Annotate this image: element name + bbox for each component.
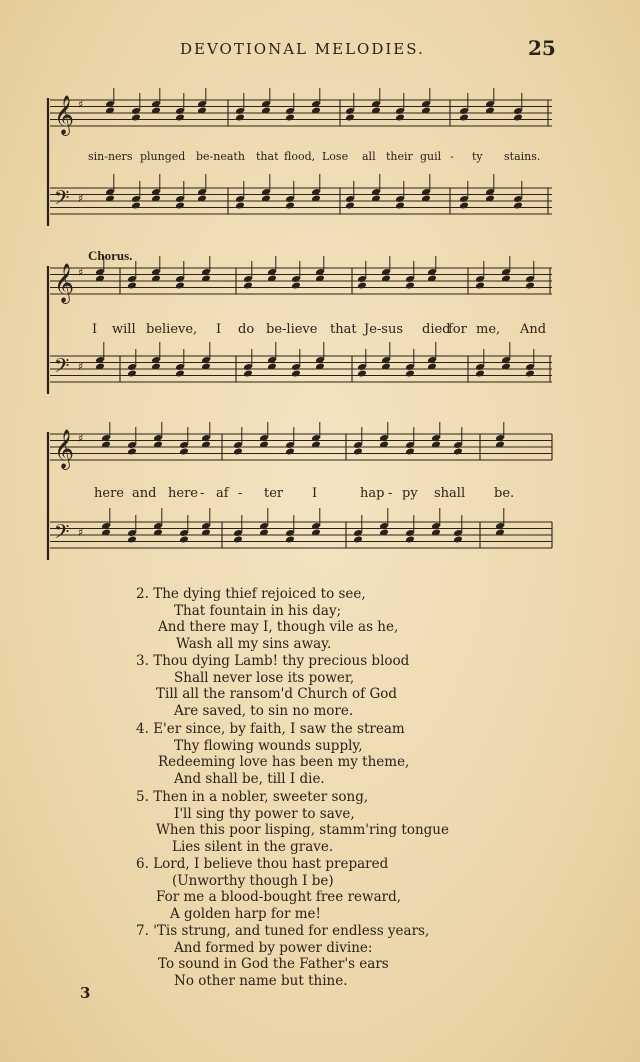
staff-graphic-1 (40, 88, 560, 248)
note-head (285, 113, 295, 121)
chorus-label: Chorus. (88, 248, 133, 263)
note-head (475, 281, 485, 289)
verse-line-text: The dying thief rejoiced to see, (153, 586, 366, 602)
note-head (345, 201, 355, 209)
running-title: DEVOTIONAL MELODIES. (180, 40, 425, 58)
note-head (233, 535, 243, 543)
verse-line: Lies silent in the grave. (172, 838, 334, 855)
verse-number: 6. (136, 856, 149, 872)
note-head (475, 369, 485, 377)
lyric-line-2 (40, 322, 560, 340)
note-head (353, 535, 363, 543)
lyric-syllable: - (238, 486, 243, 501)
sharp-icon: ♯ (78, 98, 84, 111)
music-system-1 (40, 88, 560, 248)
lyric-syllable: here (94, 486, 124, 501)
verse-4 (136, 721, 409, 787)
note-head (285, 201, 295, 209)
verse-line-text: 'Tis strung, and tuned for endless years, (153, 923, 430, 939)
sharp-icon: ♯ (78, 526, 84, 539)
treble-clef-icon: 𝄞 (54, 95, 75, 135)
lyric-line-1 (40, 150, 560, 168)
sharp-icon: ♯ (78, 432, 84, 445)
lyric-syllable: ter (264, 486, 284, 501)
note-head (395, 201, 405, 209)
lyric-syllable: ty (472, 150, 483, 163)
lyric-syllable: and (132, 486, 157, 501)
verse-6 (136, 856, 401, 922)
verse-2 (136, 586, 398, 652)
lyric-syllable: died (422, 322, 451, 337)
note-head (405, 369, 415, 377)
note-head (513, 201, 523, 209)
verse-line: And shall be, till I die. (174, 770, 325, 787)
sharp-icon: ♯ (78, 192, 84, 205)
lyric-syllable: will (112, 322, 136, 337)
page-number: 25 (528, 36, 556, 60)
note-head (131, 201, 141, 209)
bass-clef-icon: 𝄢 (54, 520, 70, 548)
note-head (175, 201, 185, 209)
verse-line-text: Then in a nobler, sweeter song, (153, 789, 369, 805)
sharp-icon: ♯ (78, 266, 84, 279)
treble-clef-icon: 𝄞 (54, 429, 75, 469)
note-head (453, 535, 463, 543)
lyric-syllable: py (402, 486, 418, 501)
lyric-syllable: - (200, 486, 205, 501)
lyric-syllable: Je-sus (364, 322, 404, 337)
verse-line (136, 923, 429, 940)
note-head (513, 113, 523, 121)
note-head (459, 113, 469, 121)
lyric-syllable: stains. (504, 150, 541, 163)
note-head (127, 535, 137, 543)
treble-clef-icon: 𝄞 (54, 263, 75, 303)
lyric-syllable: I (92, 322, 98, 337)
lyric-syllable: here (168, 486, 198, 501)
verse-5 (136, 789, 449, 855)
verse-line: Wash all my sins away. (176, 635, 332, 652)
lyric-syllable: guil (420, 150, 442, 163)
note-head (453, 447, 463, 455)
verse-line-text: Lord, I believe thou hast prepared (153, 856, 389, 872)
lyric-syllable: I (312, 486, 318, 501)
verse-3 (136, 653, 409, 719)
verse-number: 4. (136, 721, 149, 737)
verse-line: (Unworthy though I be) (172, 872, 334, 889)
lyric-syllable: that (256, 150, 279, 163)
note-head (353, 447, 363, 455)
verse-line: For me a blood-bought free reward, (156, 889, 402, 905)
verse-line-text: Thou dying Lamb! thy precious blood (153, 653, 410, 669)
note-head (345, 113, 355, 121)
note-head (405, 535, 415, 543)
verse-line (136, 856, 401, 873)
verse-line (136, 653, 409, 670)
note-head (243, 369, 253, 377)
lyric-syllable: all (362, 150, 376, 163)
note-head (405, 447, 415, 455)
verse-line: Shall never lose its power, (174, 669, 355, 686)
note-head (459, 201, 469, 209)
verse-number: 2. (136, 586, 149, 602)
note-head (233, 447, 243, 455)
verse-line: Thy flowing wounds supply, (174, 737, 363, 754)
lyric-syllable: for (448, 322, 467, 337)
lyric-syllable: - (388, 486, 393, 501)
note-head (525, 281, 535, 289)
verse-line (136, 721, 409, 738)
lyric-syllable: I (216, 322, 222, 337)
lyric-syllable: plunged (140, 150, 186, 163)
lyric-syllable: that (330, 322, 357, 337)
note-head (131, 113, 141, 121)
lyric-syllable: - (450, 150, 454, 163)
lyric-syllable: sin-ners (88, 150, 133, 163)
verse-number: 5. (136, 789, 149, 805)
verse-7 (136, 923, 429, 989)
bass-clef-icon: 𝄢 (54, 354, 70, 382)
verse-line: That fountain in his day; (174, 602, 342, 619)
note-head (243, 281, 253, 289)
lyric-syllable: af (216, 486, 229, 501)
lyric-syllable: be. (494, 486, 515, 501)
lyric-syllable: do (238, 322, 255, 337)
signature-mark: 3 (80, 984, 91, 1002)
note-head (291, 369, 301, 377)
lyric-syllable: And (520, 322, 547, 337)
verse-line: When this poor lisping, stamm'ring tongue (156, 822, 449, 838)
verse-line (136, 789, 449, 806)
note-head (127, 281, 137, 289)
music-system-2 (40, 256, 560, 416)
note-head (405, 281, 415, 289)
lyric-syllable: flood, (284, 150, 316, 163)
lyric-syllable: hap (360, 486, 385, 501)
lyric-syllable: believe, (146, 322, 198, 337)
verse-line: A golden harp for me! (170, 905, 321, 922)
note-head (357, 281, 367, 289)
note-head (357, 369, 367, 377)
verse-line: And there may I, though vile as he, (158, 619, 399, 635)
lyric-syllable: me, (476, 322, 501, 337)
note-head (179, 447, 189, 455)
verse-line: Till all the ransom'd Church of God (156, 686, 398, 702)
verse-line: Redeeming love has been my theme, (158, 754, 410, 770)
lyric-line-3 (40, 486, 560, 504)
verse-line: And formed by power divine: (174, 939, 373, 956)
note-head (175, 113, 185, 121)
note-head (127, 369, 137, 377)
verse-line: To sound in God the Father's ears (158, 956, 389, 972)
verse-line: Are saved, to sin no more. (174, 702, 354, 719)
sharp-icon: ♯ (78, 360, 84, 373)
note-head (235, 201, 245, 209)
note-head (179, 535, 189, 543)
note-head (291, 281, 301, 289)
music-system-3 (40, 422, 560, 584)
lyric-syllable: their (386, 150, 413, 163)
note-head (127, 447, 137, 455)
note-head (235, 113, 245, 121)
note-head (175, 369, 185, 377)
note-head (175, 281, 185, 289)
verse-line: No other name but thine. (174, 972, 348, 989)
lyric-syllable: be-neath (196, 150, 245, 163)
lyric-syllable: be-lieve (266, 322, 318, 337)
lyric-syllable: Lose (322, 150, 349, 163)
bass-clef-icon: 𝄢 (54, 186, 70, 214)
verse-line: I'll sing thy power to save, (174, 805, 355, 822)
verse-line (136, 586, 398, 603)
verse-number: 7. (136, 923, 149, 939)
lyric-syllable: shall (434, 486, 466, 501)
note-head (285, 535, 295, 543)
note-head (285, 447, 295, 455)
note-head (525, 369, 535, 377)
note-head (395, 113, 405, 121)
verse-line-text: E'er since, by faith, I saw the stream (153, 721, 405, 737)
verse-number: 3. (136, 653, 149, 669)
